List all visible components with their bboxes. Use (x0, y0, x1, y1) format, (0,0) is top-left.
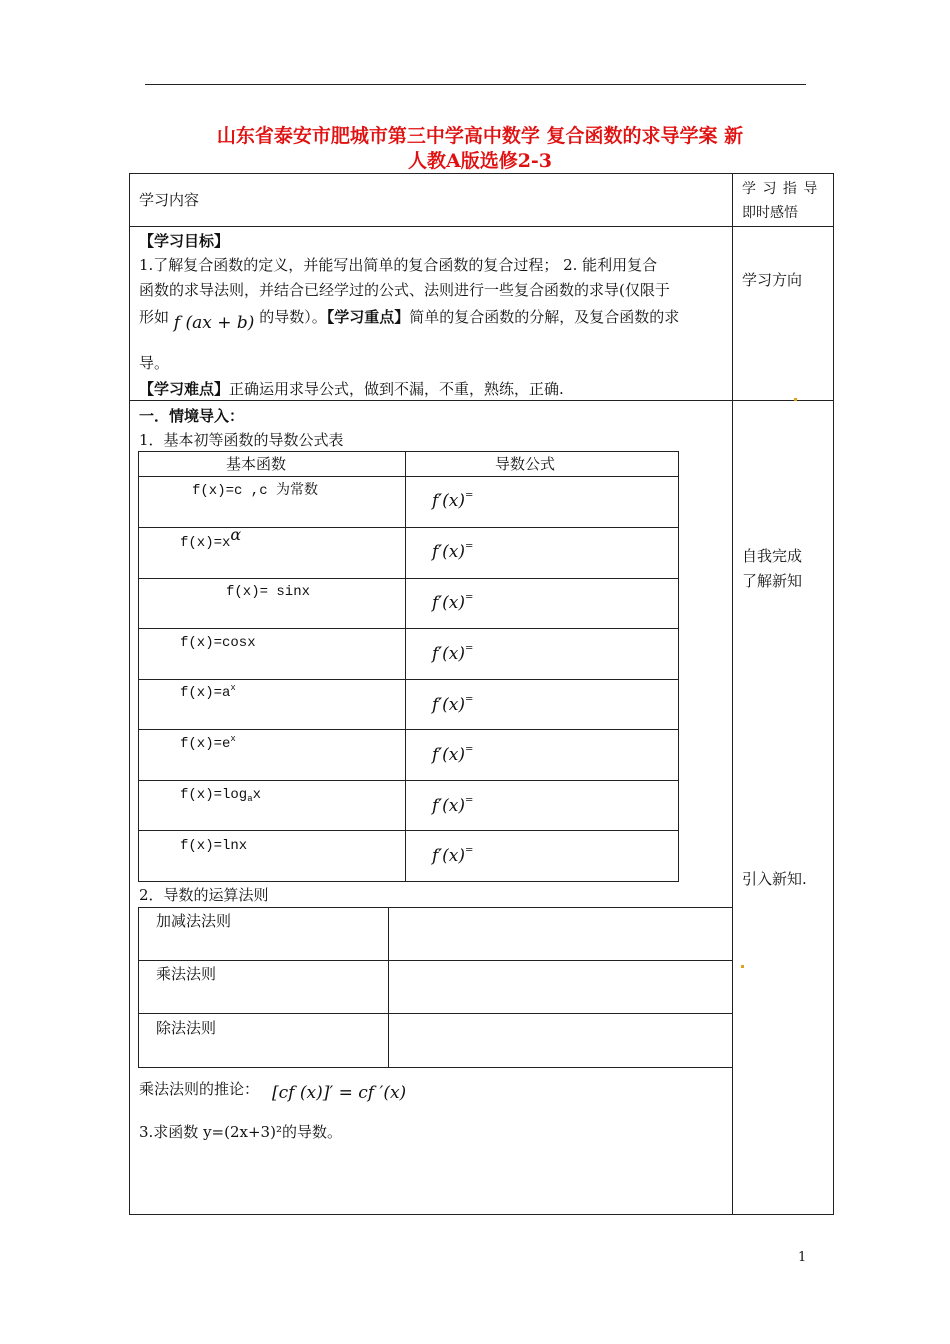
rules-row-divider (138, 1013, 732, 1014)
deriv-eq: = (465, 694, 474, 705)
rule-add-sub: 加减法法则 (156, 912, 232, 930)
formula-row-divider (138, 729, 678, 730)
deriv-expr: f′(x) (432, 745, 466, 765)
func-sin: f(x)= sinx (226, 584, 311, 600)
rules-table-top (138, 907, 732, 908)
deriv-eq: = (465, 795, 474, 806)
deriv-cell (432, 492, 473, 513)
deriv-expr: f′(x) (432, 695, 466, 715)
deriv-eq: = (465, 541, 474, 552)
deriv-cell (432, 847, 473, 868)
func-log-tail: x (252, 787, 262, 803)
formula-row-divider (138, 780, 678, 781)
func-exp-a-exp: x (230, 683, 236, 693)
formula-table-head-bottom (138, 476, 678, 477)
func-cos: f(x)=cosx (180, 635, 256, 651)
rules-table-mid (388, 907, 389, 1067)
formula-table-bottom (138, 881, 678, 882)
deriv-expr: f′(x) (432, 846, 466, 866)
func-exp-a (180, 684, 236, 703)
deriv-cell (432, 797, 473, 818)
header-bottom-border (129, 226, 834, 227)
deriv-cell (432, 645, 473, 666)
func-log-sub: a (247, 794, 253, 804)
deriv-eq: = (465, 643, 474, 654)
corollary-formula: [cf (x)]′ = cf ′(x) (272, 1083, 407, 1103)
objectives-line3 (139, 308, 680, 333)
func-exp-a-base: f(x)=a (180, 685, 231, 701)
func-power-base: f(x)=x (180, 535, 231, 551)
formula-table-left (138, 451, 139, 882)
formula-head-derivative: 导数公式 (495, 455, 556, 473)
formula-row-divider (138, 830, 678, 831)
deriv-eq: = (465, 744, 474, 755)
table-top-border (129, 173, 834, 174)
deriv-eq: = (465, 592, 474, 603)
func-exp-e (180, 735, 236, 754)
objectives-bottom-border (129, 400, 834, 401)
deriv-expr: f′(x) (432, 644, 466, 664)
formula-row-divider (138, 578, 678, 579)
rules-table-bottom (138, 1067, 732, 1068)
section1-sub2: 2．导数的运算法则 (139, 886, 269, 904)
func-exp-e-exp: x (230, 734, 236, 744)
difficulty-label: 【学习难点】 (139, 380, 230, 398)
mark-dot (794, 398, 797, 401)
guide-column-header-1: 学 习 指 导 (742, 181, 819, 197)
rules-row-divider (138, 960, 732, 961)
section1-sub1: 1．基本初等函数的导数公式表 (139, 431, 344, 449)
section1-heading: 一．情境导入： (139, 407, 245, 425)
deriv-expr: f′(x) (432, 542, 466, 562)
deriv-cell (432, 543, 473, 564)
objectives-line1: 1.了解复合函数的定义，并能写出简单的复合函数的复合过程； 2. 能利用复合 (139, 256, 658, 274)
rules-table-left (138, 907, 139, 1067)
difficulty-text: 正确运用求导公式，做到不漏，不重，熟练，正确. (229, 380, 564, 398)
deriv-eq: = (465, 490, 474, 501)
func-power (180, 525, 242, 552)
formula-row-divider (138, 679, 678, 680)
side-note-direction: 学习方向 (742, 271, 803, 289)
formula-f-ax-plus-b: f (ax + b) (173, 313, 255, 333)
content-column-header: 学习内容 (139, 191, 200, 209)
func-constant: f(x)=c ,c 为常数 (192, 483, 319, 499)
page-number: 1 (798, 1250, 807, 1265)
rule-quotient: 除法法则 (156, 1019, 217, 1037)
rule-product: 乘法法则 (156, 965, 217, 983)
focus-text: 简单的复合函数的分解，及复合函数的求 (409, 308, 680, 326)
formula-table-right (678, 451, 679, 882)
side-note-self-1: 自我完成 (742, 547, 803, 565)
deriv-expr: f′(x) (432, 593, 466, 613)
formula-table-mid (405, 451, 406, 882)
deriv-cell (432, 594, 473, 615)
table-right-border (833, 173, 834, 1215)
header-rule (145, 84, 806, 85)
formula-row-divider (138, 527, 678, 528)
objectives-line2: 函数的求导法则，并结合已经学过的公式、法则进行一些复合函数的求导(仅限于 (139, 281, 670, 299)
formula-head-basic: 基本函数 (226, 455, 287, 473)
deriv-eq: = (465, 845, 474, 856)
column-divider (732, 173, 733, 1215)
objectives-line4: 导。 (139, 354, 170, 372)
side-note-introduce: 引入新知. (742, 870, 807, 888)
doc-title-line1: 山东省泰安市肥城市第三中学高中数学 复合函数的求导学案 新 (216, 125, 744, 147)
focus-label: 【学习重点】 (326, 308, 410, 326)
difficulty-line (139, 380, 564, 398)
doc-title-line2: 人教A版选修2-3 (407, 150, 553, 172)
func-power-exp: α (230, 525, 242, 544)
formula-row-divider (138, 628, 678, 629)
objectives-line3-mid: 的导数）。 (259, 308, 327, 326)
table-left-border (129, 173, 130, 1215)
func-log-base: f(x)=log (180, 787, 248, 803)
guide-column-header-2: 即时感悟 (742, 205, 798, 221)
deriv-expr: f′(x) (432, 491, 466, 511)
func-ln: f(x)=lnx (180, 838, 248, 854)
side-note-self-2: 了解新知 (742, 572, 803, 590)
objectives-heading: 【学习目标】 (139, 232, 230, 250)
question-3: 3.求函数 y=(2x+3)²的导数。 (139, 1123, 342, 1141)
corollary-label: 乘法法则的推论： (139, 1080, 260, 1098)
deriv-cell (432, 696, 473, 717)
deriv-cell (432, 746, 473, 767)
deriv-expr: f′(x) (432, 796, 466, 816)
formula-table-top (138, 451, 678, 452)
mark-dot (741, 965, 744, 968)
func-exp-e-base: f(x)=e (180, 736, 231, 752)
table-bottom-border (129, 1214, 834, 1215)
func-log (180, 786, 261, 805)
objectives-line3-prefix: 形如 (139, 308, 170, 326)
